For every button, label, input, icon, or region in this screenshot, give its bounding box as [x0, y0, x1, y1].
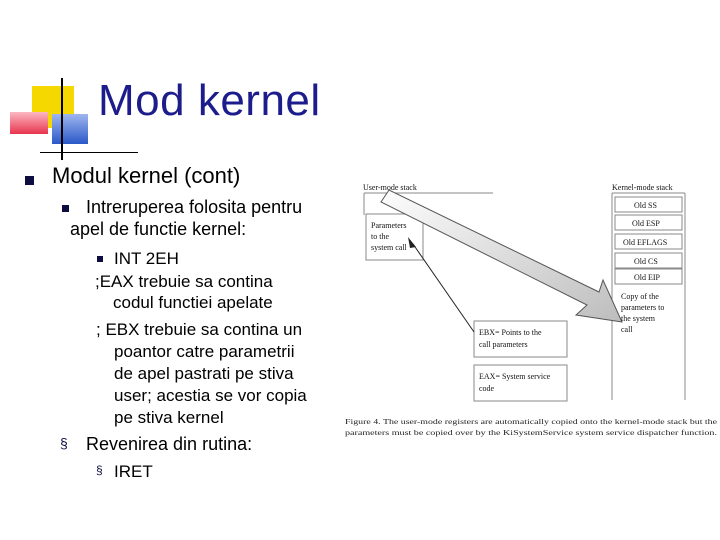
page-title: Mod kernel: [98, 76, 321, 125]
svg-text:call parameters: call parameters: [479, 340, 528, 349]
svg-text:EAX= System service: EAX= System service: [479, 372, 551, 381]
figure-caption: parameters must be copied over by the KiSystemService system service dispatcher function.: [345, 429, 718, 437]
svg-text:Old SS: Old SS: [634, 201, 657, 210]
svg-text:the system: the system: [621, 314, 655, 323]
svg-text:Parameters: Parameters: [371, 221, 407, 230]
level2-text: Revenirea din rutina:: [86, 434, 253, 454]
level3-text: INT 2EH: [114, 249, 179, 268]
svg-text:Old EFLAGS: Old EFLAGS: [623, 238, 668, 247]
bullet-square-icon: §: [96, 463, 103, 477]
svg-text:code: code: [479, 384, 495, 393]
ebx-box: [474, 321, 567, 357]
svg-text:parameters to: parameters to: [621, 303, 665, 312]
figure-caption: Figure 4. The user-mode registers are automatically copied onto the kernel-mode stack but the: [345, 418, 717, 426]
level3-text: ;EAX trebuie sa contina: [95, 272, 273, 291]
level3-text: poantor catre parametrii: [114, 342, 295, 361]
svg-text:Old CS: Old CS: [634, 257, 658, 266]
level3-text: pe stiva kernel: [114, 408, 224, 427]
svg-text:EBX= Points to the: EBX= Points to the: [479, 328, 542, 337]
svg-text:Old ESP: Old ESP: [632, 219, 660, 228]
level3-text: codul functiei apelate: [113, 293, 273, 312]
svg-text:Old EIP: Old EIP: [634, 273, 660, 282]
level1-text: Modul kernel (cont): [52, 163, 241, 188]
svg-text:system call: system call: [371, 243, 407, 252]
level2-text: apel de functie kernel:: [70, 219, 247, 239]
bullet-square-icon: §: [60, 435, 68, 451]
level3-text: ; EBX trebuie sa contina un: [96, 320, 303, 339]
level3-text: IRET: [114, 462, 153, 481]
user-stack-label: User-mode stack: [363, 183, 417, 192]
level3-text: user; acestia se vor copia: [114, 386, 307, 405]
kernel-stack-label: Kernel-mode stack: [612, 183, 673, 192]
eax-box: [474, 365, 567, 401]
pointer-arrow-head-icon: [408, 237, 416, 248]
copy-arrow-icon: [381, 190, 622, 322]
svg-text:Copy of the: Copy of the: [621, 292, 659, 301]
svg-text:call: call: [621, 325, 633, 334]
level3-text: de apel pastrati pe stiva: [114, 364, 294, 383]
pointer-arrow-line: [413, 244, 474, 332]
svg-text:to the: to the: [371, 232, 389, 241]
level2-text: Intreruperea folosita pentru: [86, 197, 303, 217]
